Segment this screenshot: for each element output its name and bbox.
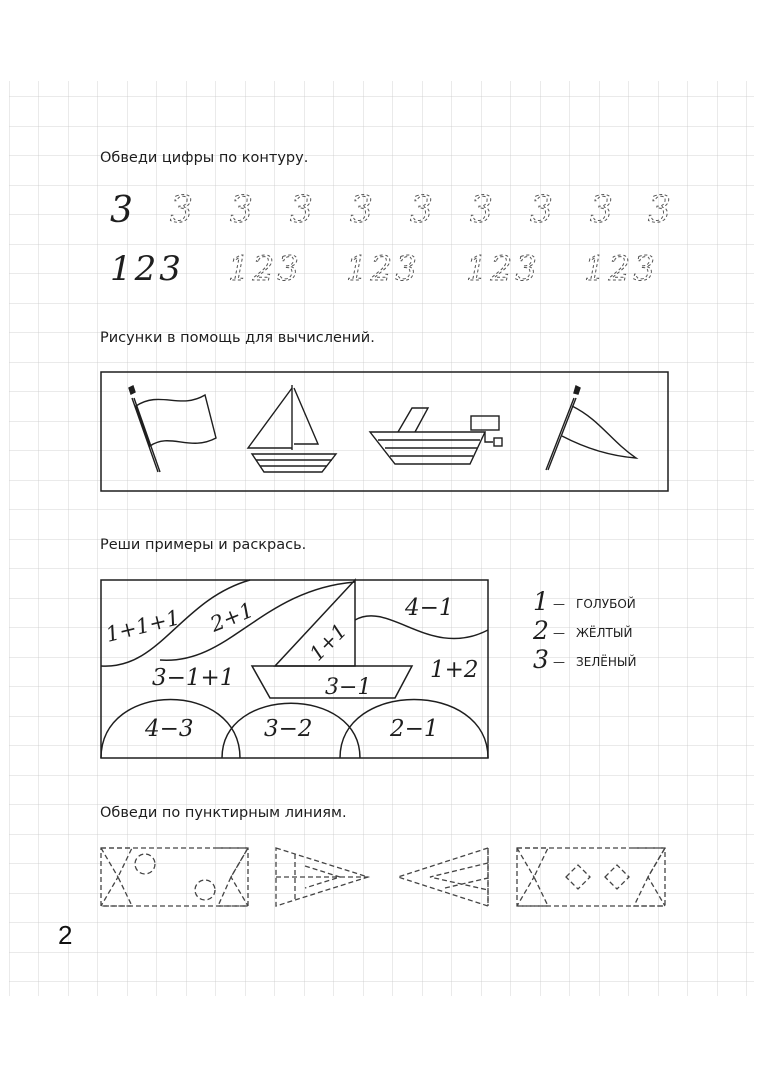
dashed-digit-group[interactable]: 123 (346, 249, 420, 289)
helper-pictures-box (0, 360, 764, 500)
legend-color-name: ГОЛУБОЙ (576, 597, 636, 611)
region-label[interactable]: 4−1 (405, 595, 454, 621)
region-label[interactable]: 1+1 (304, 618, 352, 666)
flag-icon (129, 386, 216, 472)
dashed-digit-group[interactable]: 123 (466, 249, 540, 289)
region-label[interactable]: 1+2 (430, 657, 479, 683)
dashed-digits-row-1[interactable] (170, 190, 671, 231)
color-legend (532, 587, 636, 674)
legend-dash: — (553, 626, 565, 640)
region-label[interactable]: 2+1 (206, 597, 257, 637)
dashed-digit[interactable]: 3 (648, 190, 671, 231)
steamboat-icon (370, 408, 502, 464)
region-label[interactable]: 1+1+1 (103, 605, 183, 647)
dashed-digit[interactable]: 3 (350, 190, 373, 231)
legend-color-name: ЖЁЛТЫЙ (576, 626, 633, 640)
heading-trace-lines: Обведи по пунктирным линиям. (100, 805, 347, 821)
dashed-shapes-area[interactable] (0, 838, 764, 918)
legend-number: 3 (533, 645, 549, 674)
page-number: 2 (58, 920, 73, 950)
legend-dash: — (553, 655, 565, 669)
heading-solve-color: Реши примеры и раскрась. (100, 537, 307, 553)
legend-number: 1 (533, 587, 549, 616)
coloring-puzzle (0, 570, 764, 770)
dashed-shape-3[interactable] (398, 848, 488, 906)
sample-digit-3: 3 (110, 190, 133, 231)
dashed-shape-4[interactable] (517, 848, 665, 906)
dashed-shape-1[interactable] (101, 848, 248, 906)
heading-trace-digits: Обведи цифры по контуру. (100, 150, 309, 166)
heading-pictures-help: Рисунки в помощь для вычислений. (100, 330, 375, 346)
region-label[interactable]: 3−1 (325, 675, 372, 700)
dashed-digit-group[interactable]: 123 (228, 249, 302, 289)
dashed-digit[interactable]: 3 (530, 190, 553, 231)
dashed-digit[interactable]: 3 (290, 190, 313, 231)
sailboat-icon (248, 385, 336, 472)
dashed-digit[interactable]: 3 (230, 190, 253, 231)
dashed-shape-2[interactable] (276, 848, 368, 906)
legend-number: 2 (533, 616, 549, 645)
dashed-digit[interactable]: 3 (170, 190, 193, 231)
sample-digits-123: 123 (110, 249, 184, 289)
region-label[interactable]: 4−3 (145, 716, 194, 742)
dashed-digit[interactable]: 3 (590, 190, 613, 231)
digit-tracing-area (0, 180, 764, 290)
dashed-digits-row-2[interactable] (228, 249, 658, 289)
dashed-digit-group[interactable]: 123 (584, 249, 658, 289)
region-label[interactable]: 2−1 (390, 716, 439, 742)
region-label[interactable]: 3−2 (264, 716, 313, 742)
pennant-icon (546, 386, 636, 470)
legend-dash: — (553, 597, 565, 611)
dashed-digit[interactable]: 3 (470, 190, 493, 231)
region-label[interactable]: 3−1+1 (152, 665, 235, 691)
legend-color-name: ЗЕЛЁНЫЙ (576, 655, 637, 669)
dashed-digit[interactable]: 3 (410, 190, 433, 231)
